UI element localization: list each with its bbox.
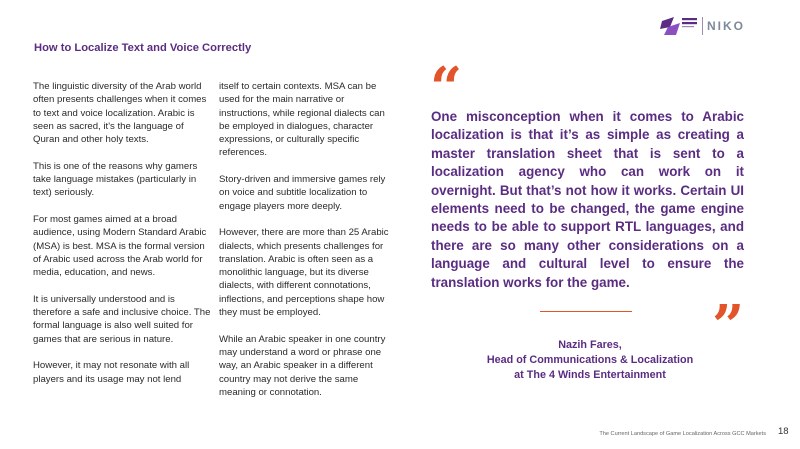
paragraph: For most games aimed at a broad audience, using Modern Standard Arabic (MSA) is best. MSA is the formal version of Arabic used across the Arab world for media, education, and news. (33, 213, 207, 279)
footer-report-title: The Current Landscape of Game Localization Across GCC Markets (599, 431, 766, 437)
author-title: Head of Communications & Localization (486, 354, 694, 366)
paragraph: It is universally understood and is therefore a safe and inclusive choice. The formal language is also well suited for games that are serious in nature. (33, 293, 211, 345)
paragraph: This is one of the reasons why gamers take language mistakes (particularly in text) seriously. (33, 160, 198, 199)
paragraph: However, there are more than 25 Arabic dialects, which presents challenges for translation. Arabic is often seen as a monolithic language, but its diverse dialects, with different connotations, inflections, and perceptions shape how they must be employed. (219, 227, 389, 319)
open-quote-icon: “ (430, 55, 463, 121)
author-company: at The 4 Winds Entertainment (514, 369, 666, 381)
page-number: 18 (778, 426, 789, 437)
logo-divider (702, 17, 703, 35)
header-logos (660, 12, 780, 40)
paragraph: The linguistic diversity of the Arab world often presents challenges when it comes to text and voice localization. Arabic is seen as sacred, it's the language of Quran and other holy texts. (33, 81, 207, 146)
pull-quote: One misconception when it comes to Arabic localization is that it’s as simple as creating a master translation sheet that is sent to a localization agency who can work on it overnight. But that’s not how it works. Certain UI elements need to be changed, the game engine needs to be able to support RTL languages, and there are so many other considerations on a language and cultural level to ensure the translation works for the game. (431, 109, 744, 290)
close-quote-icon: ” (712, 293, 745, 359)
paragraph: itself to certain contexts. MSA can be used for the main narrative or instructions, while regional dialects can be employed in dialogues, character expressions, or culturally specific references. (219, 81, 385, 159)
paragraph: However, it may not resonate with all players and its usage may not lend (33, 360, 190, 385)
quote-attribution (440, 338, 740, 383)
quote-divider (540, 311, 632, 312)
body-column-2 (219, 80, 397, 412)
body-column-1 (33, 80, 211, 399)
saudi-esports-logo (660, 15, 698, 37)
section-title: How to Localize Text and Voice Correctly (34, 42, 252, 54)
paragraph: While an Arabic speaker in one country may understand a word or phrase one way, an Arabic speaker in a different country may not derive the same meaning or connotation. (219, 333, 386, 398)
paragraph: Story-driven and immersive games rely on voice and subtitle localization to engage players more deeply. (219, 174, 386, 212)
niko-logo: NIKO (707, 19, 745, 33)
author-name: Nazih Fares, (558, 339, 622, 351)
